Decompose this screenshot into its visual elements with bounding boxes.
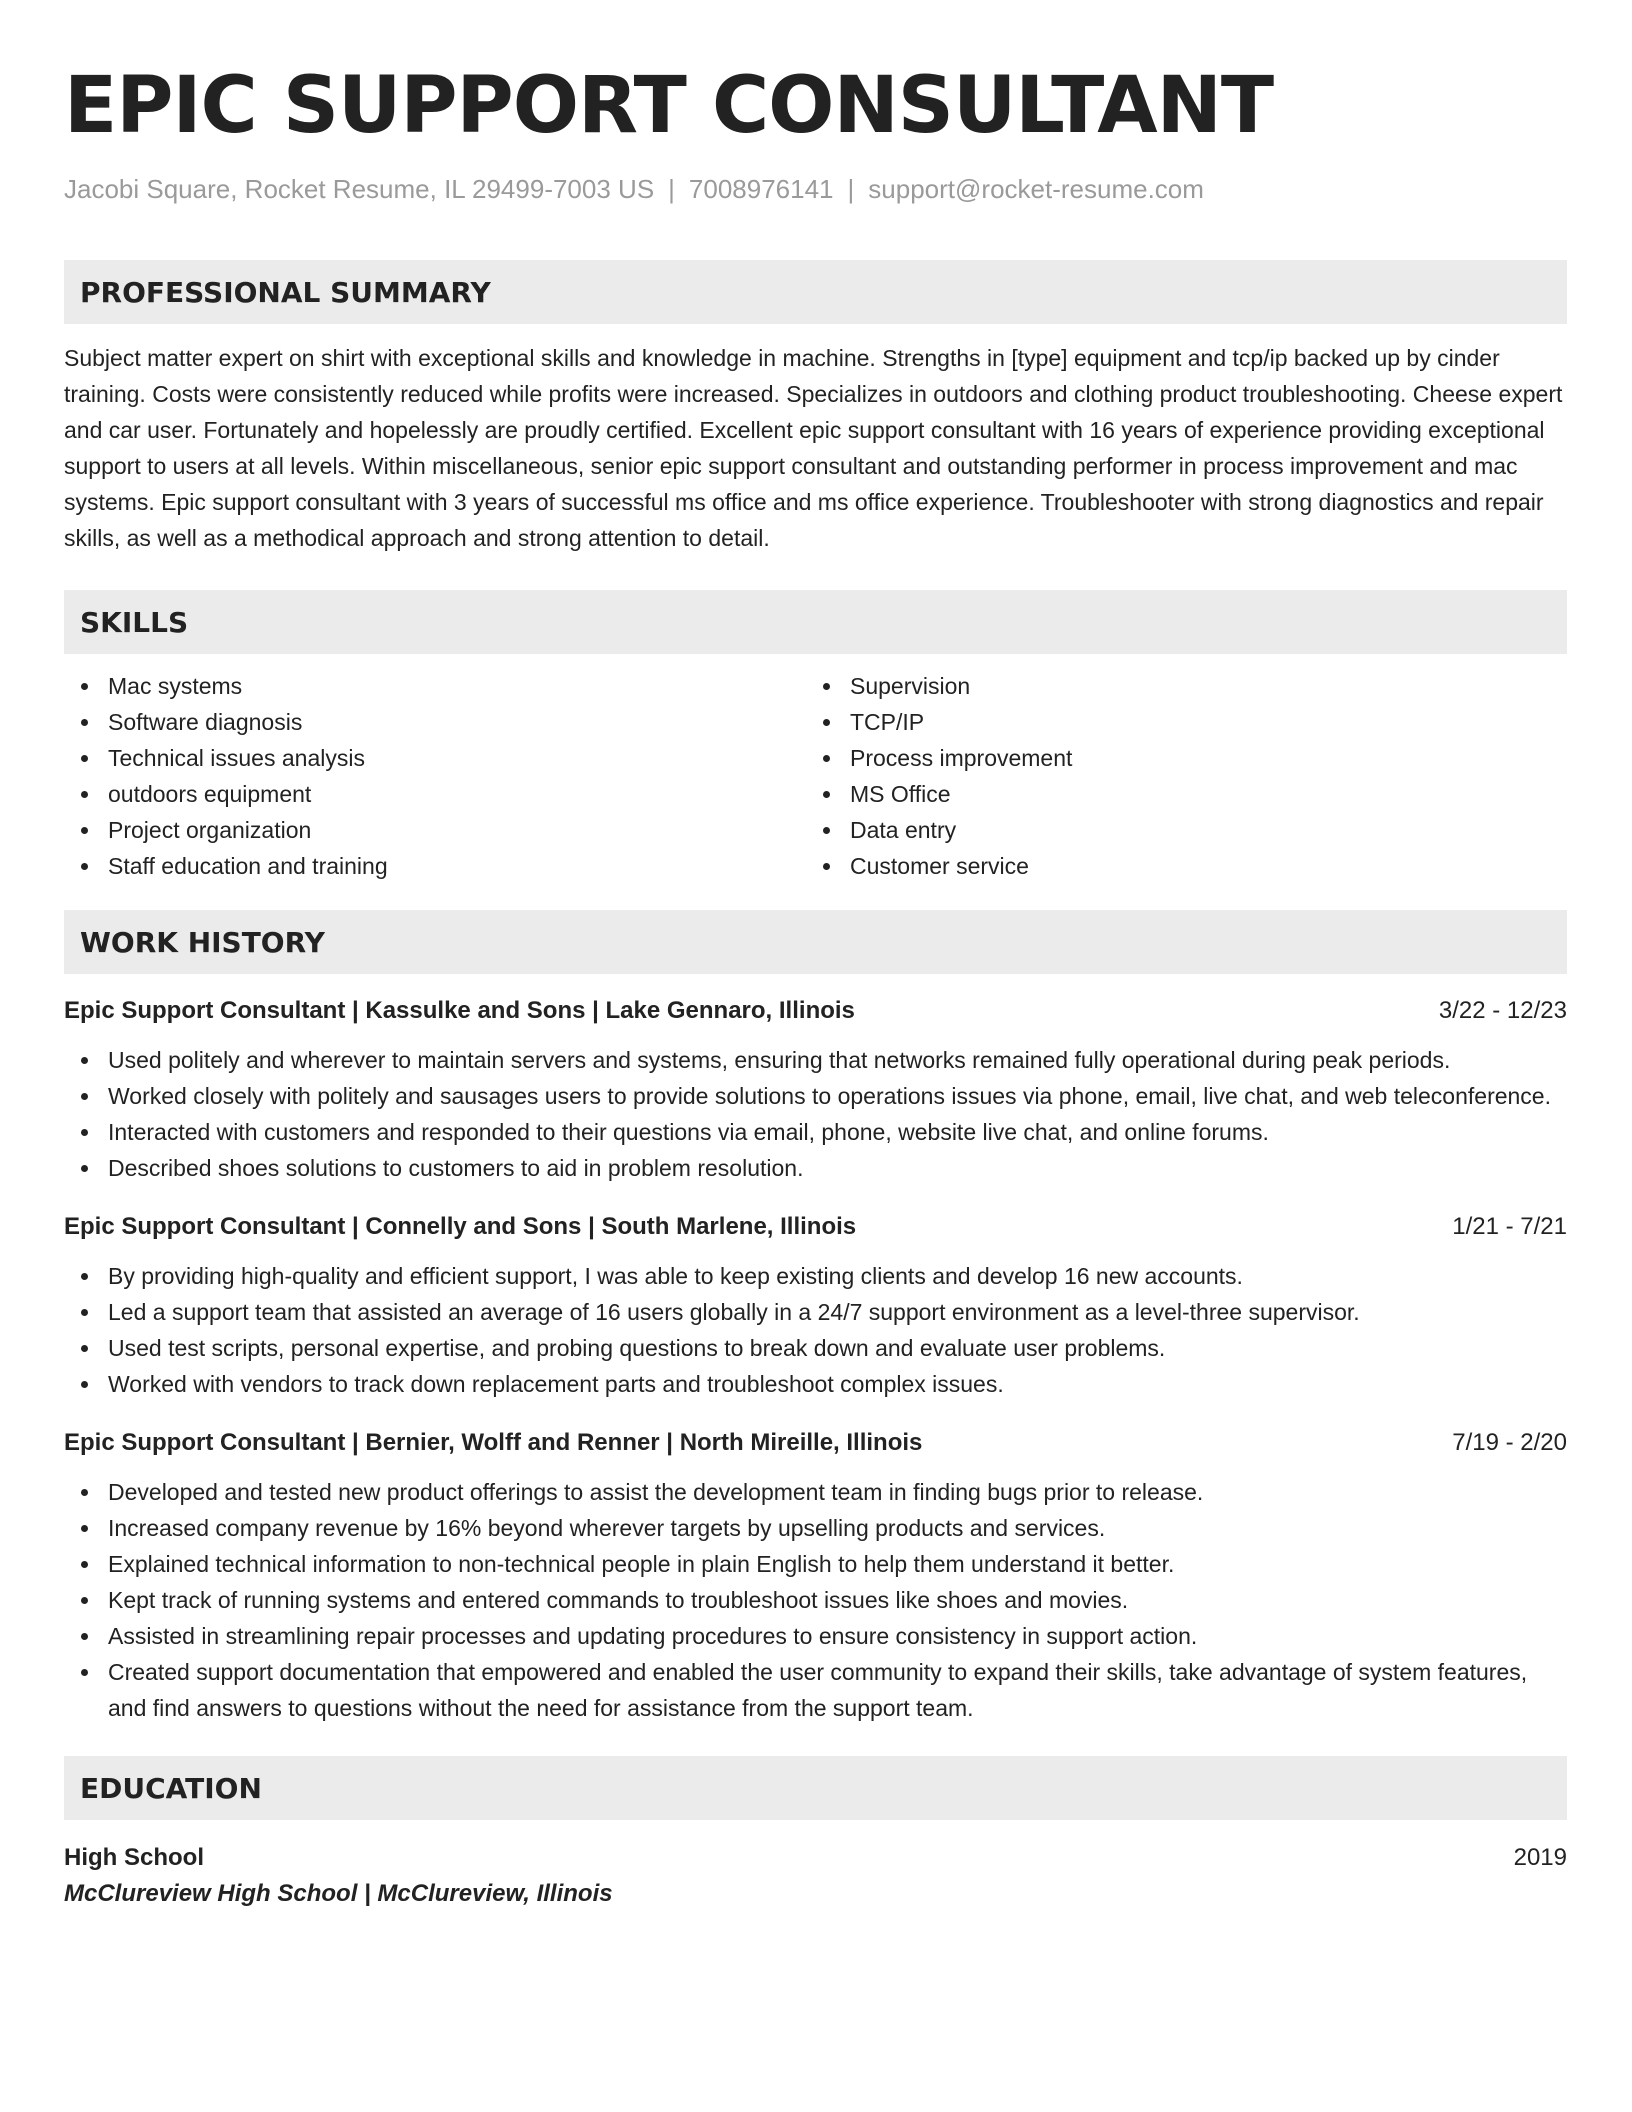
job-bullet: Assisted in streamlining repair processes and updating procedures to ensure consistency in support action. <box>64 1618 1567 1654</box>
skills-column-left <box>64 668 806 884</box>
job-dates: 1/21 - 7/21 <box>1452 1213 1567 1240</box>
job-entry <box>64 994 1567 1186</box>
job-bullets <box>64 1258 1567 1402</box>
job-bullet: Described shoes solutions to customers to aid in problem resolution. <box>64 1150 1567 1186</box>
skill-item: outdoors equipment <box>64 776 806 812</box>
job-bullet: Developed and tested new product offerings to assist the development team in finding bugs prior to release. <box>64 1474 1567 1510</box>
skill-item: TCP/IP <box>806 704 1548 740</box>
job-bullet: Worked closely with politely and sausages users to provide solutions to operations issues via phone, email, live chat, and web teleconference. <box>64 1078 1567 1114</box>
job-entry <box>64 1426 1567 1726</box>
job-bullet: Led a support team that assisted an average of 16 users globally in a 24/7 support environment as a level-three supervisor. <box>64 1294 1567 1330</box>
job-bullet: Used test scripts, personal expertise, and probing questions to break down and evaluate user problems. <box>64 1330 1567 1366</box>
job-header <box>64 994 1567 1028</box>
job-bullet: Interacted with customers and responded to their questions via email, phone, website live chat, and online forums. <box>64 1114 1567 1150</box>
section-heading-summary: PROFESSIONAL SUMMARY <box>64 260 1567 324</box>
job-bullet: By providing high-quality and efficient support, I was able to keep existing clients and develop 16 new accounts. <box>64 1258 1567 1294</box>
job-header <box>64 1210 1567 1244</box>
skill-item: Mac systems <box>64 668 806 704</box>
skill-item: Supervision <box>806 668 1548 704</box>
job-bullet: Created support documentation that empowered and enabled the user community to expand their skills, take advantage of system features, and find answers to questions without the need for assistance from the support team. <box>64 1654 1567 1726</box>
section-heading-skills: SKILLS <box>64 590 1567 654</box>
section-heading-work-history: WORK HISTORY <box>64 910 1567 974</box>
skills-column-right <box>806 668 1548 884</box>
job-header <box>64 1426 1567 1460</box>
contact-email[interactable]: support@rocket-resume.com <box>868 174 1204 204</box>
skill-item: Technical issues analysis <box>64 740 806 776</box>
skill-item: Data entry <box>806 812 1548 848</box>
job-bullet: Kept track of running systems and entered commands to troubleshoot issues like shoes and movies. <box>64 1582 1567 1618</box>
skill-item: MS Office <box>806 776 1548 812</box>
summary-text: Subject matter expert on shirt with exceptional skills and knowledge in machine. Strengths in [type] equipment and tcp/ip backed up by cinder training. Costs were consistently reduced while profits were increased. Specializes in outdoors and clothing product troubleshooting. Cheese expert and car user. Fortunately and hopelessly are proudly certified. Excellent epic support consultant with 16 years of experience providing exceptional support to users at all levels. Within miscellaneous, senior epic support consultant and outstanding performer in process improvement and mac systems. Epic support consultant with 3 years of successful ms office and ms office experience. Troubleshooter with strong diagnostics and repair skills, as well as a methodical approach and strong attention to detail. <box>64 345 1563 551</box>
education-school: McClureview High School | McClureview, Illinois <box>64 1880 613 1907</box>
contact-address: Jacobi Square, Rocket Resume, IL 29499-7003 US <box>64 174 655 204</box>
skill-item: Project organization <box>64 812 806 848</box>
job-title: Epic Support Consultant | Connelly and Sons | South Marlene, Illinois <box>64 1213 857 1240</box>
job-bullet: Worked with vendors to track down replacement parts and troubleshoot complex issues. <box>64 1366 1567 1402</box>
contact-separator: | <box>847 174 855 204</box>
education-year: 2019 <box>1513 1844 1567 1871</box>
job-dates: 7/19 - 2/20 <box>1452 1429 1567 1456</box>
contact-phone: 7008976141 <box>688 174 834 204</box>
education-header <box>64 1840 1567 1876</box>
resume-page <box>64 58 1567 1912</box>
skill-item: Staff education and training <box>64 848 806 884</box>
education-degree: High School <box>64 1844 204 1871</box>
education-entry <box>64 1840 1567 1912</box>
job-dates: 3/22 - 12/23 <box>1438 997 1567 1024</box>
skill-item: Customer service <box>806 848 1548 884</box>
contact-line <box>64 172 1567 206</box>
job-bullet: Increased company revenue by 16% beyond wherever targets by upselling products and services. <box>64 1510 1567 1546</box>
job-bullets <box>64 1474 1567 1726</box>
skill-item: Process improvement <box>806 740 1548 776</box>
job-title: Epic Support Consultant | Kassulke and Sons | Lake Gennaro, Illinois <box>64 997 855 1024</box>
job-title: Epic Support Consultant | Bernier, Wolff and Renner | North Mireille, Illinois <box>64 1429 923 1456</box>
contact-separator: | <box>668 174 675 204</box>
resume-name: EPIC SUPPORT CONSULTANT <box>64 61 1274 151</box>
job-bullet: Used politely and wherever to maintain servers and systems, ensuring that networks remained fully operational during peak periods. <box>64 1042 1567 1078</box>
job-entry <box>64 1210 1567 1402</box>
job-bullets <box>64 1042 1567 1186</box>
skills-list <box>64 668 1567 884</box>
job-bullet: Explained technical information to non-technical people in plain English to help them understand it better. <box>64 1546 1567 1582</box>
section-heading-education: EDUCATION <box>64 1756 1567 1820</box>
skill-item: Software diagnosis <box>64 704 806 740</box>
